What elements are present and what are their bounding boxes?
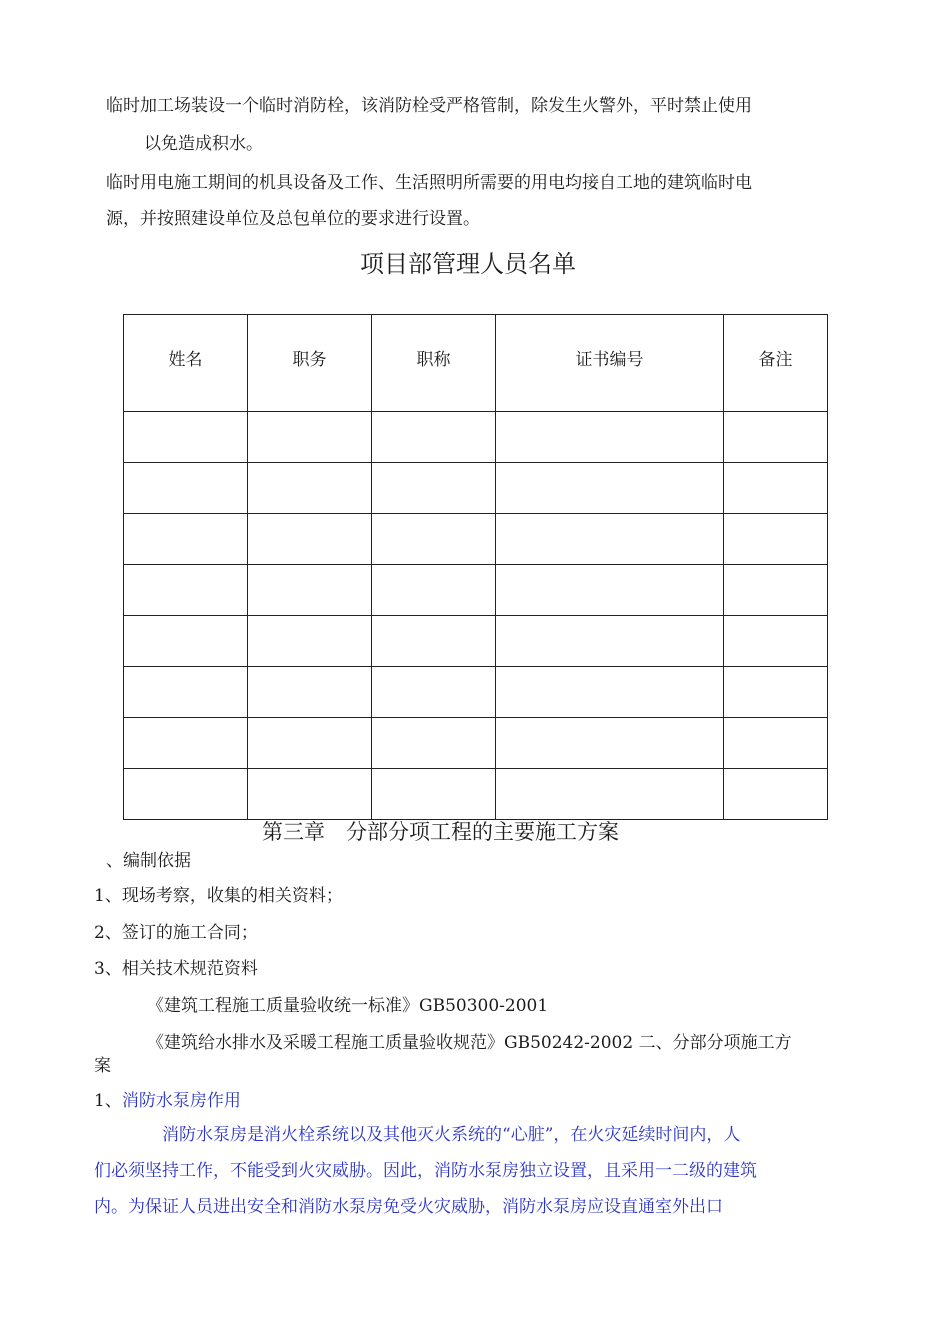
paragraph-hydrant-line2: 以免造成积水。	[144, 134, 263, 154]
table-cell	[496, 565, 724, 616]
table-cell	[124, 718, 248, 769]
table-cell	[496, 412, 724, 463]
table-cell	[372, 769, 496, 820]
table-cell	[248, 718, 372, 769]
table-cell	[724, 565, 828, 616]
table-row	[124, 667, 828, 718]
table-cell	[496, 769, 724, 820]
table-cell	[372, 718, 496, 769]
table-row	[124, 514, 828, 565]
table-cell	[496, 463, 724, 514]
staff-table	[123, 314, 828, 820]
table-cell	[248, 616, 372, 667]
pump-room-para-line1: 消防水泵房是消火栓系统以及其他灭火系统的“心脏”，在火灾延续时间内，人	[162, 1125, 741, 1145]
table-row	[124, 412, 828, 463]
table-cell	[724, 412, 828, 463]
pump-room-number: 1、	[94, 1091, 122, 1111]
header-name: 姓名	[124, 315, 248, 412]
table-cell	[372, 667, 496, 718]
basis-item-1: 1、现场考察，收集的相关资料；	[94, 886, 343, 906]
paragraph-power-line2: 源，并按照建设单位及总包单位的要求进行设置。	[106, 209, 480, 229]
table-cell	[724, 667, 828, 718]
header-remarks: 备注	[724, 315, 828, 412]
paragraph-hydrant-line1: 临时加工场装设一个临时消防栓，该消防栓受严格管制，除发生火警外，平时禁止使用	[106, 96, 752, 116]
table-cell	[248, 463, 372, 514]
chapter-title: 第三章 分部分项工程的主要施工方案	[262, 820, 619, 844]
paragraph-power-line1: 临时用电施工期间的机具设备及工作、生活照明所需要的用电均接自工地的建筑临时电	[106, 173, 752, 193]
table-cell	[248, 667, 372, 718]
table-row	[124, 463, 828, 514]
table-row	[124, 769, 828, 820]
table-header-row	[124, 315, 828, 412]
header-title: 职称	[372, 315, 496, 412]
table-cell	[124, 514, 248, 565]
table-cell	[496, 514, 724, 565]
table-cell	[724, 718, 828, 769]
table-title: 项目部管理人员名单	[360, 250, 576, 278]
table-cell	[372, 616, 496, 667]
table-cell	[372, 514, 496, 565]
table-row	[124, 565, 828, 616]
pump-room-para-line3: 内。为保证人员进出安全和消防水泵房免受火灾威胁，消防水泵房应设直通室外出口	[94, 1197, 723, 1217]
basis-item-3: 3、相关技术规范资料	[94, 959, 258, 979]
section-basis-heading: 、编制依据	[106, 851, 191, 871]
table-cell	[372, 412, 496, 463]
pump-room-heading-text: 消防水泵房作用	[121, 1091, 241, 1111]
table-cell	[724, 463, 828, 514]
table-cell	[724, 514, 828, 565]
table-cell	[372, 463, 496, 514]
table-cell	[248, 514, 372, 565]
standard-2-line1: 《建筑给水排水及采暖工程施工质量验收规范》GB50242-2002 二、分部分项施工方	[147, 1033, 792, 1053]
table-cell	[124, 463, 248, 514]
basis-item-2: 2、签订的施工合同；	[94, 923, 258, 943]
header-position: 职务	[248, 315, 372, 412]
table-cell	[124, 565, 248, 616]
table-cell	[248, 769, 372, 820]
table-cell	[124, 412, 248, 463]
table-cell	[496, 616, 724, 667]
pump-room-para-line2: 们必须坚持工作，不能受到火灾威胁。因此，消防水泵房独立设置，且采用一二级的建筑	[94, 1161, 757, 1181]
standard-2-line2: 案	[94, 1056, 111, 1076]
table-cell	[248, 565, 372, 616]
pump-room-heading	[94, 1090, 241, 1112]
header-certificate-no: 证书编号	[496, 315, 724, 412]
table-cell	[372, 565, 496, 616]
table-cell	[496, 718, 724, 769]
table-cell	[724, 769, 828, 820]
table-cell	[724, 616, 828, 667]
table-row	[124, 718, 828, 769]
table-row	[124, 616, 828, 667]
table-cell	[124, 616, 248, 667]
standard-1: 《建筑工程施工质量验收统一标准》GB50300-2001	[147, 996, 549, 1016]
table-cell	[124, 667, 248, 718]
table-cell	[248, 412, 372, 463]
table-cell	[124, 769, 248, 820]
table-cell	[496, 667, 724, 718]
